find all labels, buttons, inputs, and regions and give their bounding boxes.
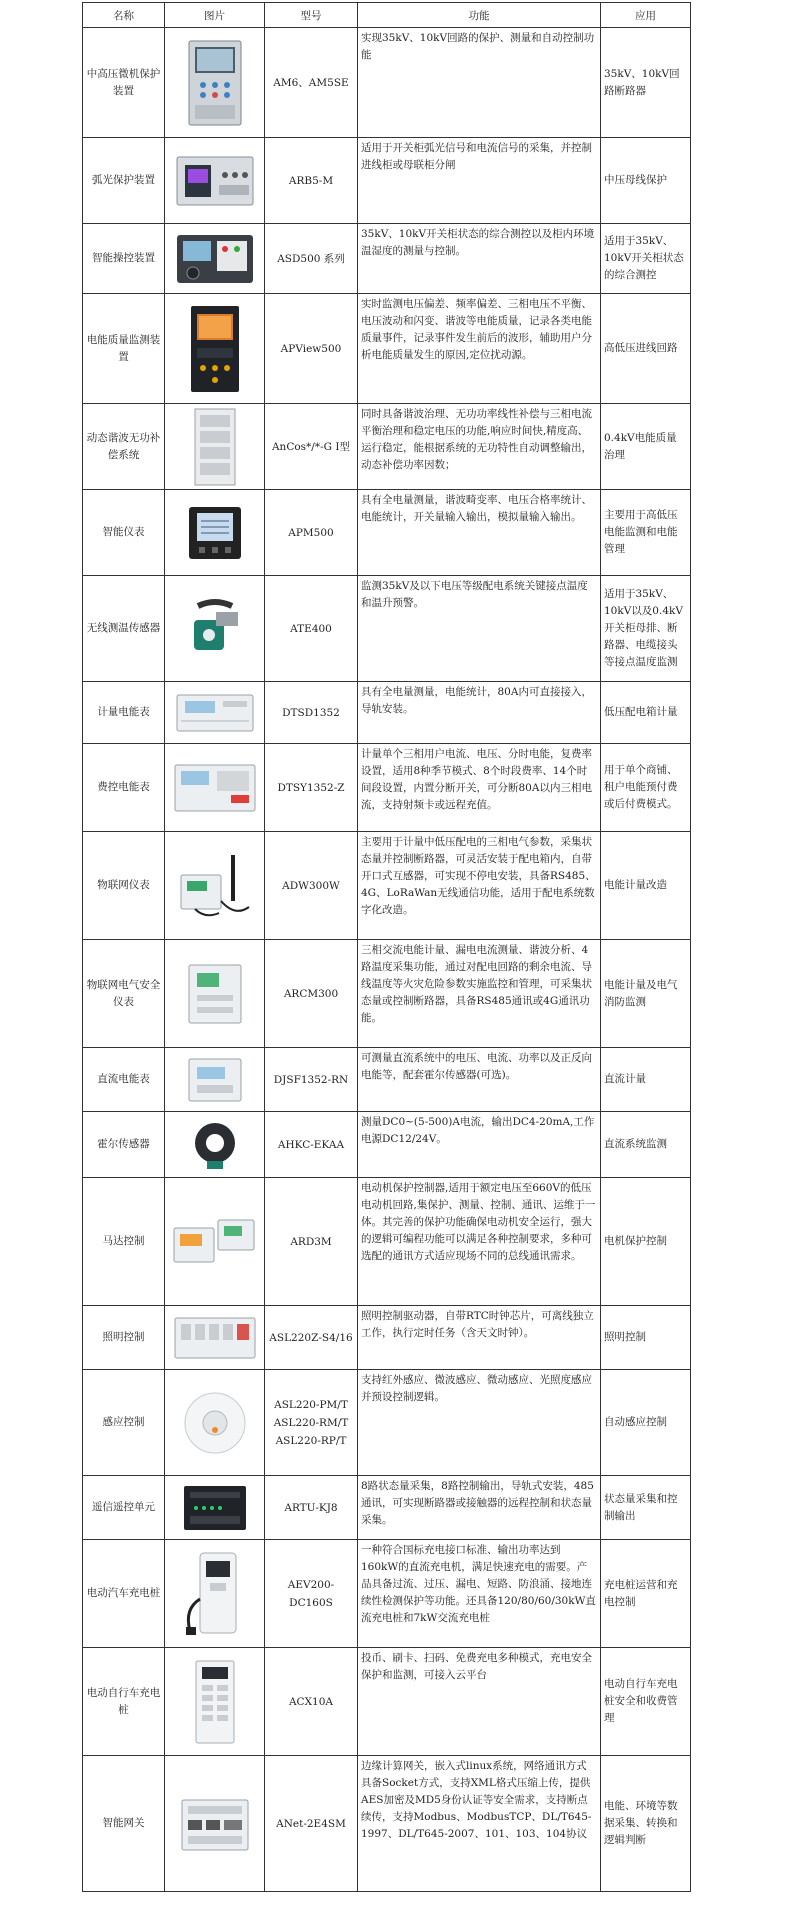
product-name: 物联网电气安全仪表 [83, 940, 165, 1048]
product-application: 适用于35kV、10kV以及0.4kV开关柜母排、断路器、电缆接头等接点温度监测 [601, 576, 691, 682]
product-application: 电动自行车充电桩安全和收费管理 [601, 1648, 691, 1756]
ebike-charger-icon [190, 1657, 240, 1747]
wireless-temp-sensor-icon [180, 594, 250, 664]
table-row [83, 1540, 691, 1648]
product-model: ARTU-KJ8 [265, 1476, 358, 1540]
product-name: 直流电能表 [83, 1048, 165, 1112]
product-model: AnCos*/*-G Ⅰ型 [265, 404, 358, 490]
product-picture [165, 1306, 265, 1370]
product-application: 状态量采集和控制输出 [601, 1476, 691, 1540]
product-application: 高低压进线回路 [601, 294, 691, 404]
table-row [83, 404, 691, 490]
product-name: 弧光保护装置 [83, 138, 165, 224]
product-model: ATE400 [265, 576, 358, 682]
product-picture [165, 1112, 265, 1178]
product-picture [165, 404, 265, 490]
product-picture [165, 294, 265, 404]
iot-meter-icon [175, 851, 255, 921]
table-row [83, 1112, 691, 1178]
product-application: 电能计量及电气消防监测 [601, 940, 691, 1048]
table-row [83, 224, 691, 294]
product-function: 照明控制驱动器，自带RTC时钟芯片，可离线独立工作，执行定时任务（含天文时钟）。 [358, 1306, 601, 1370]
product-model: ACX10A [265, 1648, 358, 1756]
product-model: DTSY1352-Z [265, 744, 358, 832]
product-name: 无线测温传感器 [83, 576, 165, 682]
product-function: 支持红外感应、微波感应、微动感应、光照度感应并预设控制逻辑。 [358, 1370, 601, 1476]
product-model: AM6、AM5SE [265, 28, 358, 138]
product-picture [165, 576, 265, 682]
product-picture [165, 1178, 265, 1306]
table-row [83, 682, 691, 744]
product-picture [165, 1756, 265, 1892]
harmonic-cabinet-icon [192, 407, 238, 487]
product-model: AHKC-EKAA [265, 1112, 358, 1178]
product-application: 主要用于高低压电能监测和电能管理 [601, 490, 691, 576]
product-model: ARCM300 [265, 940, 358, 1048]
product-name: 计量电能表 [83, 682, 165, 744]
product-function: 边缘计算网关，嵌入式linux系统，网络通讯方式具备Socket方式，支持XML格式压缩上传，提供AES加密及MD5身份认证等安全需求，支持断点续传，支持Modbus、ModbusTCP、DL/T645-1997、DL/T645-2007、101、103、104协议 [358, 1756, 601, 1892]
product-name: 智能操控装置 [83, 224, 165, 294]
product-model: ASL220Z-S4/16 [265, 1306, 358, 1370]
table-row [83, 28, 691, 138]
product-name: 遥信遥控单元 [83, 1476, 165, 1540]
product-name: 马达控制 [83, 1178, 165, 1306]
product-picture [165, 1540, 265, 1648]
product-name: 电动汽车充电桩 [83, 1540, 165, 1648]
product-function: 实现35kV、10kV回路的保护、测量和自动控制功能 [358, 28, 601, 138]
table-row [83, 1370, 691, 1476]
product-picture [165, 744, 265, 832]
table-row [83, 940, 691, 1048]
product-picture [165, 490, 265, 576]
product-model: ADW300W [265, 832, 358, 940]
dc-energy-meter-icon [185, 1055, 245, 1105]
product-function: 三相交流电能计量、漏电电流测量、谐波分析、4路温度采集功能，通过对配电回路的剩余电流、导线温度等火灾危险参数实施监控和管理，可采集状态量或控制断路器，具备RS485通讯或4G通讯功能。 [358, 940, 601, 1048]
product-function: 可测量直流系统中的电压、电流、功率以及正反向电能等，配套霍尔传感器(可选)。 [358, 1048, 601, 1112]
product-name: 智能仪表 [83, 490, 165, 576]
table-row [83, 576, 691, 682]
table-row [83, 1306, 691, 1370]
product-function: 一种符合国标充电接口标准、输出功率达到160kW的直流充电机，满足快速充电的需要。产品具备过流、过压、漏电、短路、防浪涌、接地连续性检测保护等功能。还具备120/80/60/30kW直流充电桩和7kW交流充电桩 [358, 1540, 601, 1648]
lighting-controller-icon [173, 1314, 257, 1362]
table-row [83, 1178, 691, 1306]
ev-charger-icon [180, 1549, 250, 1639]
product-application: 中压母线保护 [601, 138, 691, 224]
product-model: DTSD1352 [265, 682, 358, 744]
table-row [83, 138, 691, 224]
table-row [83, 744, 691, 832]
product-name: 感应控制 [83, 1370, 165, 1476]
product-function: 主要用于计量中低压配电的三相电气参数，采集状态量并控制断路器，可灵活安装于配电箱内，自带开口式互感器，可实现不停电安装，具备RS485、4G、LoRaWan无线通信功能，适用于配电系统数字化改造。 [358, 832, 601, 940]
product-function: 监测35kV及以下电压等级配电系统关键接点温度和温升预警。 [358, 576, 601, 682]
smart-gateway-icon [178, 1792, 252, 1856]
table-header-row [83, 3, 691, 28]
product-application: 充电桩运营和充电控制 [601, 1540, 691, 1648]
din-energy-meter-icon [175, 691, 255, 735]
product-application: 照明控制 [601, 1306, 691, 1370]
product-model: ANet-2E4SM [265, 1756, 358, 1892]
product-application: 适用于35kV、10kV开关柜状态的综合测控 [601, 224, 691, 294]
product-picture [165, 1648, 265, 1756]
table-row [83, 1648, 691, 1756]
motor-protector-icon [172, 1212, 258, 1272]
product-picture [165, 1370, 265, 1476]
product-picture [165, 28, 265, 138]
remote-io-unit-icon [180, 1482, 250, 1534]
table-row [83, 1476, 691, 1540]
table-row [83, 832, 691, 940]
product-picture [165, 224, 265, 294]
header-picture: 图片 [165, 3, 265, 28]
product-function: 适用于开关柜弧光信号和电流信号的采集，并控制进线柜或母联柜分闸 [358, 138, 601, 224]
product-name: 霍尔传感器 [83, 1112, 165, 1178]
product-name: 智能网关 [83, 1756, 165, 1892]
product-model: APM500 [265, 490, 358, 576]
product-application: 用于单个商铺、租户电能预付费或后付费模式。 [601, 744, 691, 832]
product-name: 电能质量监测装置 [83, 294, 165, 404]
product-application: 0.4kV电能质量治理 [601, 404, 691, 490]
product-function: 具有全电量测量，电能统计，80A内可直接接入，导轨安装。 [358, 682, 601, 744]
product-spec-table [82, 2, 691, 1892]
header-application: 应用 [601, 3, 691, 28]
product-function: 实时监测电压偏差、频率偏差、三相电压不平衡、电压波动和闪变、谐波等电能质量，记录各类电能质量事件，记录事件发生前后的波形，辅助用户分析电能质量发生的原因,定位扰动源。 [358, 294, 601, 404]
product-function: 35kV、10kV开关柜状态的综合测控以及柜内环境温湿度的测量与控制。 [358, 224, 601, 294]
product-application: 35kV、10kV回路断路器 [601, 28, 691, 138]
product-model: AEV200-DC160S [265, 1540, 358, 1648]
switchgear-controller-icon [175, 231, 255, 287]
product-picture [165, 832, 265, 940]
arc-protection-icon [175, 151, 255, 211]
product-name: 电动自行车充电桩 [83, 1648, 165, 1756]
smart-meter-icon [185, 503, 245, 563]
table-row [83, 1756, 691, 1892]
relay-panel-icon [185, 39, 245, 127]
table-row [83, 294, 691, 404]
product-function: 计量单个三相用户电流、电压、分时电能，复费率设置，适用8种季节模式、8个时段费率、14个时间段设置，内置分断开关，可分断80A以内三相电流，支持射频卡或远程充值。 [358, 744, 601, 832]
product-name: 照明控制 [83, 1306, 165, 1370]
header-name: 名称 [83, 3, 165, 28]
product-name: 费控电能表 [83, 744, 165, 832]
product-application: 电机保护控制 [601, 1178, 691, 1306]
ceiling-sensor-icon [180, 1388, 250, 1458]
product-model: APView500 [265, 294, 358, 404]
product-picture [165, 1476, 265, 1540]
product-name: 中高压微机保护装置 [83, 28, 165, 138]
prepaid-meter-icon [173, 761, 257, 815]
product-picture [165, 138, 265, 224]
electrical-safety-meter-icon [183, 959, 247, 1029]
product-model: ARD3M [265, 1178, 358, 1306]
product-application: 直流计量 [601, 1048, 691, 1112]
product-application: 直流系统监测 [601, 1112, 691, 1178]
product-application: 电能计量改造 [601, 832, 691, 940]
product-model: ASD500 系列 [265, 224, 358, 294]
product-application: 自动感应控制 [601, 1370, 691, 1476]
product-function: 电动机保护控制器,适用于额定电压至660V的低压电动机回路,集保护、测量、控制、通讯、运维于一体。其完善的保护功能确保电动机安全运行，强大的逻辑可编程功能可以满足各种控制要求，多种可选配的通讯方式适应现场不同的总线通讯需求。 [358, 1178, 601, 1306]
product-name: 动态谐波无功补偿系统 [83, 404, 165, 490]
product-picture [165, 940, 265, 1048]
hall-sensor-icon [183, 1119, 247, 1171]
product-function: 同时具备谐波治理、无功功率线性补偿与三相电流平衡治理和稳定电压的功能,响应时间快,精度高、运行稳定，能根据系统的无功特性自动调整输出，动态补偿功率因数； [358, 404, 601, 490]
product-application: 低压配电箱计量 [601, 682, 691, 744]
product-picture [165, 682, 265, 744]
table-row [83, 1048, 691, 1112]
product-function: 8路状态量采集，8路控制输出，导轨式安装，485通讯，可实现断路器或接触器的远程控制和状态量采集。 [358, 1476, 601, 1540]
product-picture [165, 1048, 265, 1112]
product-application: 电能、环境等数据采集、转换和逻辑判断 [601, 1756, 691, 1892]
table-row [83, 490, 691, 576]
header-model: 型号 [265, 3, 358, 28]
header-function: 功能 [358, 3, 601, 28]
product-model: ARB5-M [265, 138, 358, 224]
product-function: 具有全电量测量，谐波畸变率、电压合格率统计、电能统计，开关量输入输出，模拟量输入输出。 [358, 490, 601, 576]
product-name: 物联网仪表 [83, 832, 165, 940]
product-function: 投币、刷卡、扫码、免费充电多种模式，充电安全保护和监测，可接入云平台 [358, 1648, 601, 1756]
product-function: 测量DC0~(5-500)A电流，输出DC4-20mA,工作电源DC12/24V。 [358, 1112, 601, 1178]
product-model: ASL220-PM/T ASL220-RM/T ASL220-RP/T [265, 1370, 358, 1476]
power-quality-monitor-icon [187, 304, 243, 394]
product-model: DJSF1352-RN [265, 1048, 358, 1112]
